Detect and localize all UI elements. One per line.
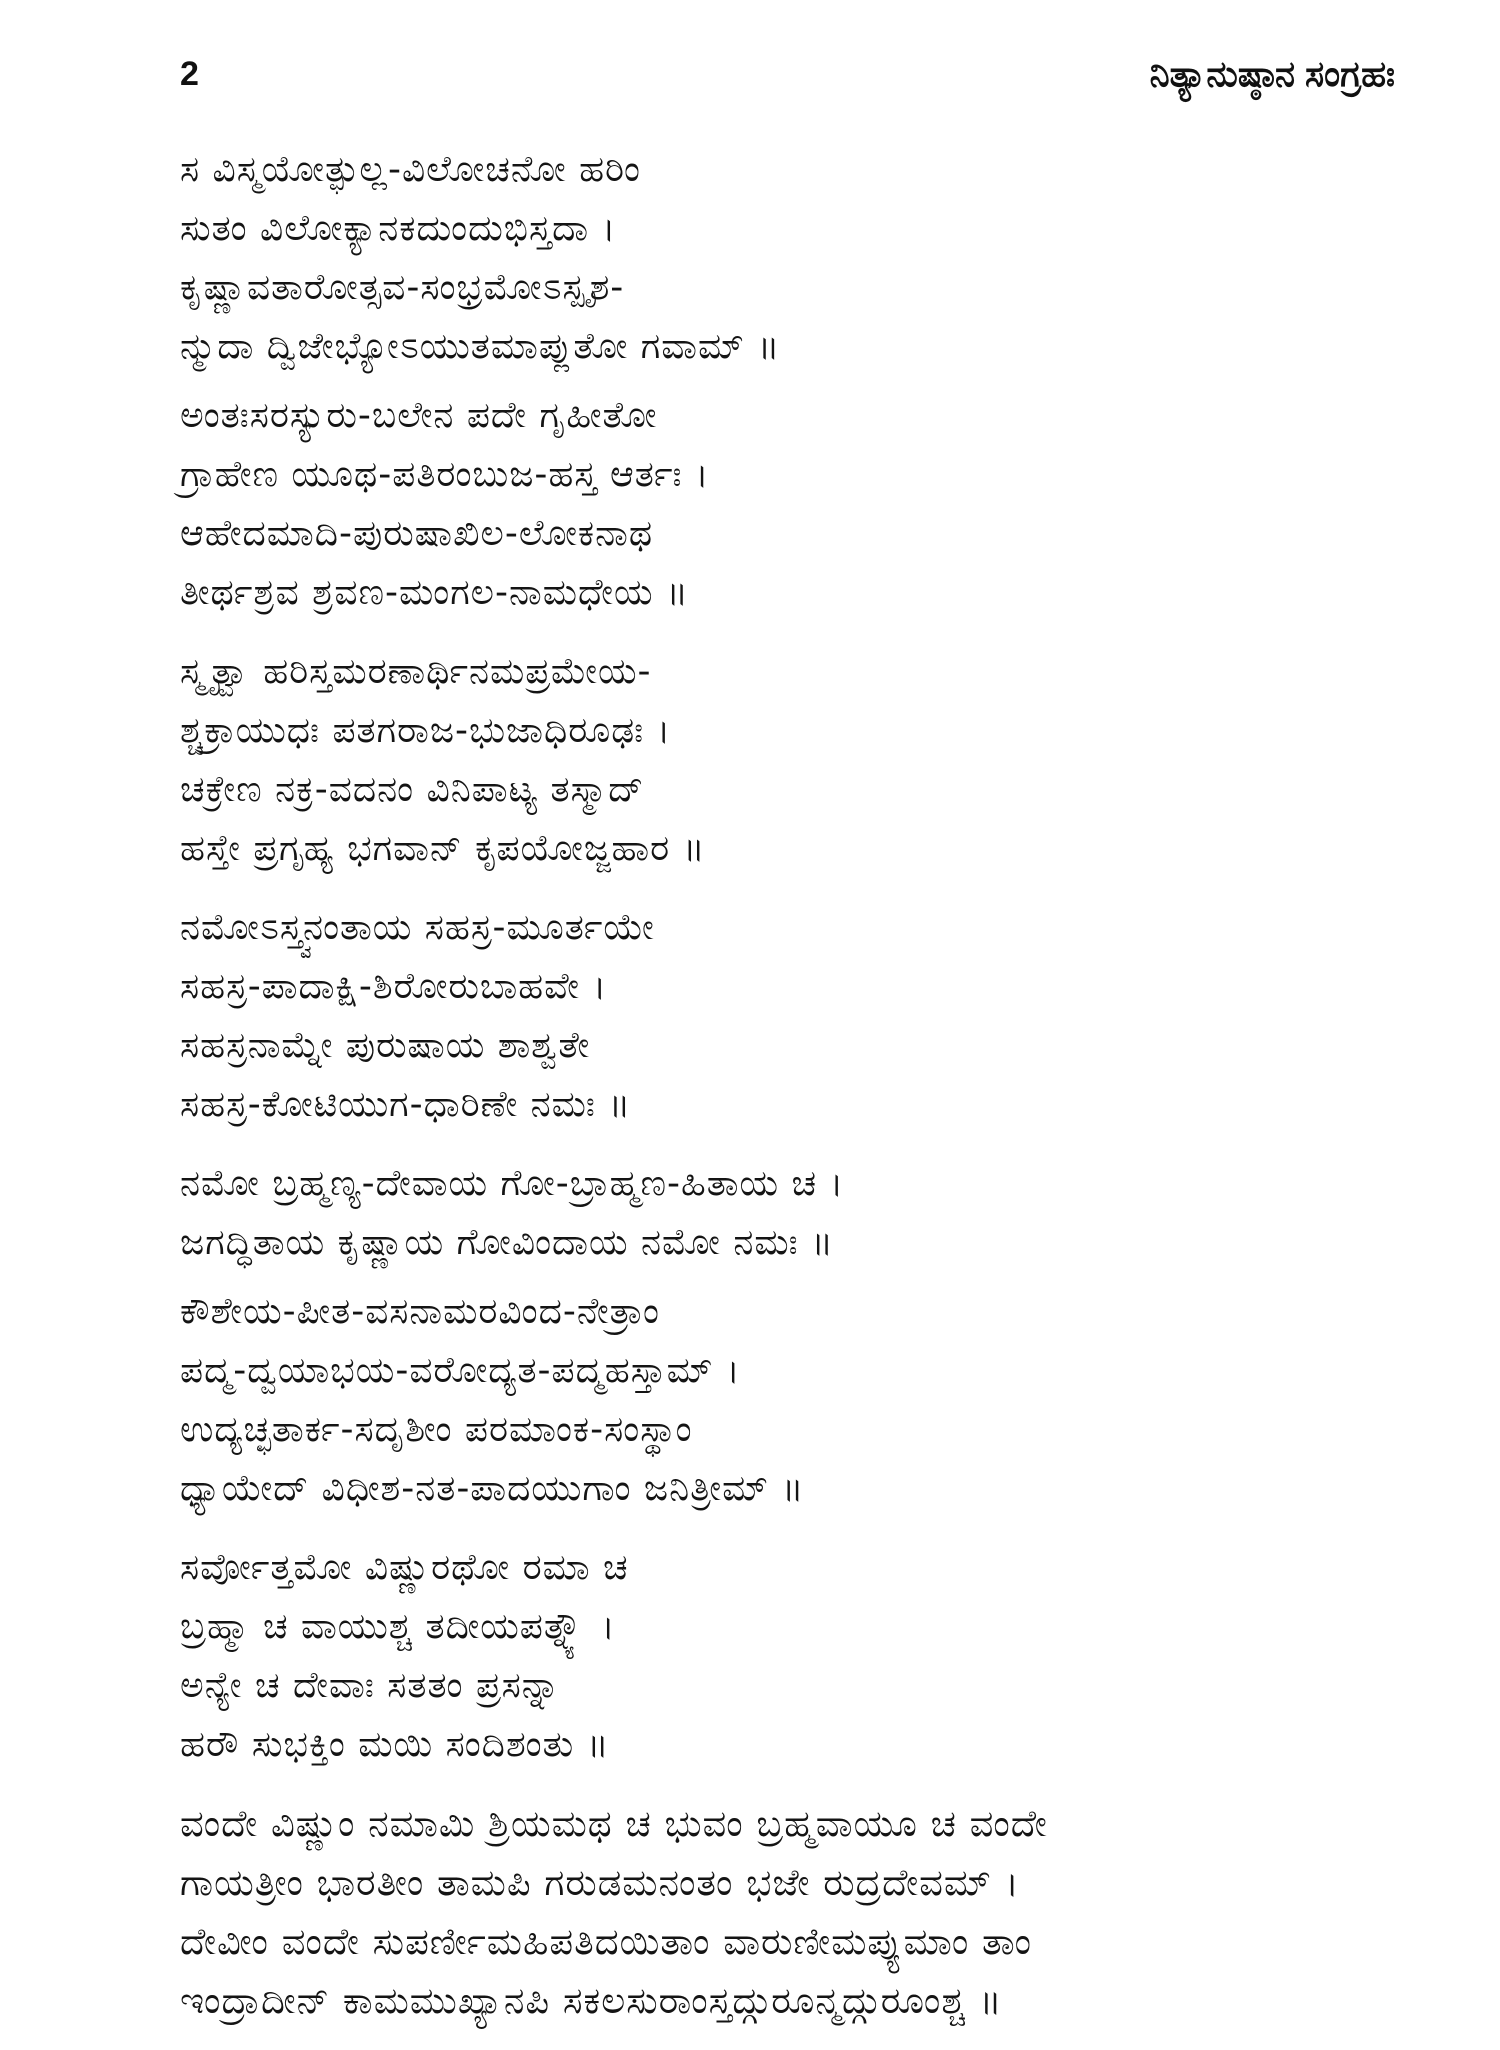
verse-line: ಆಹೇದಮಾದಿ-ಪುರುಷಾಖಿಲ-ಲೋಕನಾಥ: [180, 513, 654, 554]
stanza-3: [180, 642, 1390, 878]
verse-line: ಅನ್ಯೇ ಚ ದೇವಾಃ ಸತತಂ ಪ್ರಸನ್ನಾ: [180, 1665, 561, 1706]
verse-line: ಗಾಯತ್ರೀಂ ಭಾರತೀಂ ತಾಮಪಿ ಗರುಡಮನಂತಂ ಭಜೇ ರುದ್ರದೇವಮ್ ।: [180, 1861, 1020, 1904]
verse-line: ಪದ್ಮ-ದ್ವಯಾಭಯ-ವರೋದ್ಯತ-ಪದ್ಮಹಸ್ತಾಮ್ ।: [180, 1350, 741, 1391]
verse-line: ನಮೋ ಬ್ರಹ್ಮಣ್ಯ-ದೇವಾಯ ಗೋ-ಬ್ರಾಹ್ಮಣ-ಹಿತಾಯ ಚ ।: [180, 1163, 845, 1204]
verse-line: ಸರ್ವೋತ್ತಮೋ ವಿಷ್ಣುರಥೋ ರಮಾ ಚ: [180, 1547, 629, 1588]
stanza-4: [180, 898, 1390, 1134]
page-header: [180, 44, 1395, 104]
verse-line: ಅಂತಃಸರಸ್ಯುರು-ಬಲೇನ ಪದೇ ಗೃಹೀತೋ: [180, 395, 658, 436]
stanza-7: [180, 1538, 1390, 1774]
verse-line: ಗ್ರಾಹೇಣ ಯೂಥ-ಪತಿರಂಬುಜ-ಹಸ್ತ ಆರ್ತಃ ।: [180, 454, 710, 495]
verse-line: ಜಗದ್ಧಿತಾಯ ಕೃಷ್ಣಾಯ ಗೋವಿಂದಾಯ ನಮೋ ನಮಃ ॥: [180, 1222, 834, 1263]
stanza-5: [180, 1154, 1390, 1272]
verse-line: ಇಂದ್ರಾದೀನ್ ಕಾಮಮುಖ್ಯಾನಪಿ ಸಕಲಸುರಾಂಸ್ತದ್ಗುರೂನ್ಮದ್ಗುರೂಂಶ್ಚ ॥: [180, 1979, 1003, 2022]
verse-line: ಹರೌ ಸುಭಕ್ತಿಂ ಮಯಿ ಸಂದಿಶಂತು ॥: [180, 1724, 610, 1765]
page-number: 2: [180, 54, 199, 93]
stanza-1: [180, 140, 1390, 376]
verse-line: ಚಕ್ರೇಣ ನಕ್ರ-ವದನಂ ವಿನಿಪಾಟ್ಯ ತಸ್ಮಾದ್: [180, 769, 645, 810]
stanza-6: [180, 1282, 1390, 1518]
verse-line: ಉದ್ಯಚ್ಛತಾರ್ಕ-ಸದೃಶೀಂ ಪರಮಾಂಕ-ಸಂಸ್ಥಾಂ: [180, 1409, 693, 1450]
verse-line: ತೀರ್ಥಶ್ರವ ಶ್ರವಣ-ಮಂಗಲ-ನಾಮಧೇಯ ॥: [180, 572, 689, 613]
verse-line: ವಂದೇ ವಿಷ್ಣುಂ ನಮಾಮಿ ಶ್ರಿಯಮಥ ಚ ಭುವಂ ಬ್ರಹ್ಮವಾಯೂ ಚ ವಂದೇ: [180, 1802, 1048, 1845]
verse-line: ಕೌಶೇಯ-ಪೀತ-ವಸನಾಮರವಿಂದ-ನೇತ್ರಾಂ: [180, 1291, 660, 1332]
stanza-2: [180, 386, 1390, 622]
stanza-8: [180, 1794, 1390, 2030]
verse-line: ಬ್ರಹ್ಮಾ ಚ ವಾಯುಶ್ಚ ತದೀಯಪತ್ನ್ಯೌ ।: [180, 1606, 616, 1647]
verse-line: ನ್ಮುದಾ ದ್ವಿಜೇಭ್ಯೋಽಯುತಮಾಪ್ಲುತೋ ಗವಾಮ್ ॥: [180, 326, 781, 367]
verse-line: ದೇವೀಂ ವಂದೇ ಸುಪರ್ಣೀಮಹಿಪತಿದಯಿತಾಂ ವಾರುಣೀಮಪ್ಯುಮಾಂ ತಾಂ: [180, 1920, 1033, 1963]
verse-line: ಸ ವಿಸ್ಮಯೋತ್ಫುಲ್ಲ-ವಿಲೋಚನೋ ಹರಿಂ: [180, 149, 641, 190]
verse-line: ಸಹಸ್ರ-ಪಾದಾಕ್ಷಿ-ಶಿರೋರುಬಾಹವೇ ।: [180, 966, 608, 1007]
verse-line: ಧ್ಯಾಯೇದ್ ವಿಧೀಶ-ನತ-ಪಾದಯುಗಾಂ ಜನಿತ್ರೀಮ್ ॥: [180, 1468, 805, 1509]
verse-line: ನಮೋಽಸ್ತ್ವನಂತಾಯ ಸಹಸ್ರ-ಮೂರ್ತಯೇ: [180, 907, 655, 948]
verse-line: ಸಹಸ್ರ-ಕೋಟಿಯುಗ-ಧಾರಿಣೇ ನಮಃ ॥: [180, 1084, 632, 1125]
body-text: [180, 140, 1390, 2050]
verse-line: ಶ್ಚಕ್ರಾಯುಧಃ ಪತಗರಾಜ-ಭುಜಾಧಿರೂಢಃ ।: [180, 710, 672, 751]
verse-line: ಸುತಂ ವಿಲೋಕ್ಯಾನಕದುಂದುಭಿಸ್ತದಾ ।: [180, 208, 617, 249]
verse-line: ಹಸ್ತೇ ಪ್ರಗೃಹ್ಯ ಭಗವಾನ್ ಕೃಪಯೋಜ್ಜಹಾರ ॥: [180, 828, 706, 869]
running-title: ನಿತ್ಯಾನುಷ್ಠಾನ ಸಂಗ್ರಹಃ: [1149, 52, 1395, 94]
verse-line: ಸಹಸ್ರನಾಮ್ನೇ ಪುರುಷಾಯ ಶಾಶ್ವತೇ: [180, 1025, 591, 1066]
verse-line: ಸ್ಮೃತ್ವಾ ಹರಿಸ್ತಮರಣಾರ್ಥಿನಮಪ್ರಮೇಯ-: [180, 651, 652, 692]
verse-line: ಕೃಷ್ಣಾವತಾರೋತ್ಸವ-ಸಂಭ್ರಮೋಽಸ್ಪೃಶ-: [180, 267, 625, 308]
